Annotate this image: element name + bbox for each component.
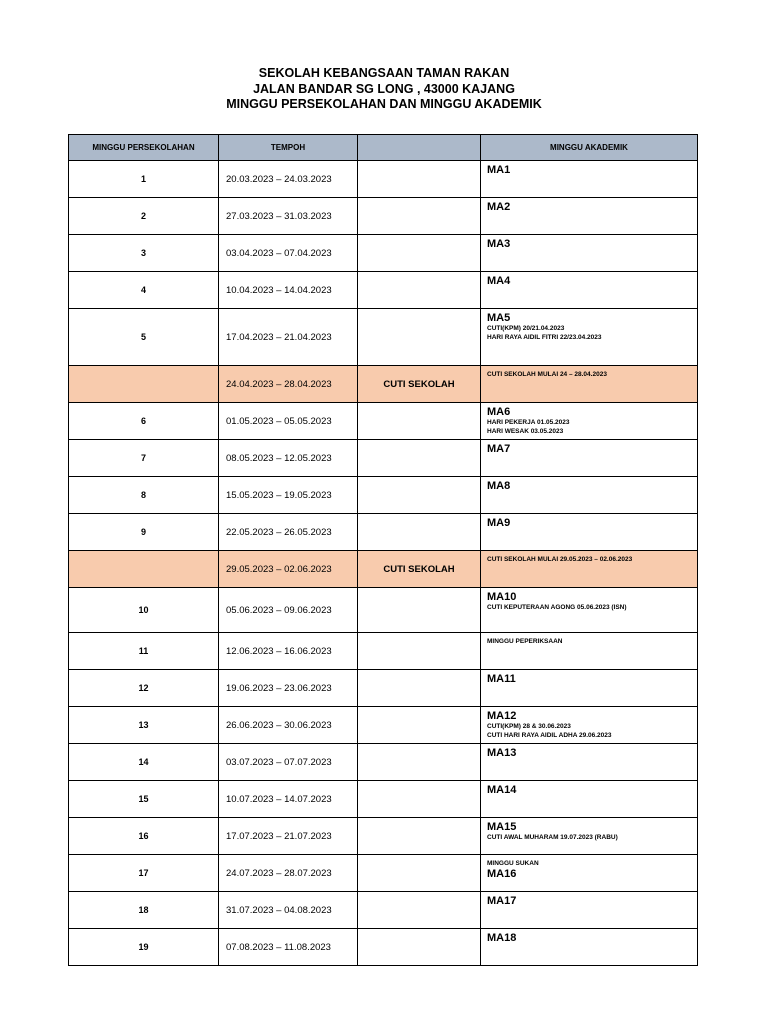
academic-week-label: MA16 [487, 868, 517, 880]
table-header-row [69, 135, 698, 161]
holiday-label-cell: CUTI SEKOLAH [358, 551, 481, 588]
week-number-cell: 18 [69, 892, 219, 929]
column-header-week: MINGGU PERSEKOLAHAN [69, 135, 219, 161]
period-cell: 08.05.2023 – 12.05.2023 [219, 440, 358, 477]
period-cell: 01.05.2023 – 05.05.2023 [219, 403, 358, 440]
table-row [69, 161, 698, 198]
table-row [69, 514, 698, 551]
holiday-label-cell [358, 161, 481, 198]
period-cell: 15.05.2023 – 19.05.2023 [219, 477, 358, 514]
school-address: JALAN BANDAR SG LONG , 43000 KAJANG [253, 81, 515, 96]
academic-week-label: MA9 [487, 517, 511, 529]
document-header [0, 66, 768, 113]
period-cell: 05.06.2023 – 09.06.2023 [219, 588, 358, 633]
table-row [69, 198, 698, 235]
period-cell: 19.06.2023 – 23.06.2023 [219, 670, 358, 707]
academic-week-label: MA2 [487, 201, 511, 213]
holiday-label-cell [358, 818, 481, 855]
holiday-label-cell [358, 403, 481, 440]
holiday-label-cell [358, 670, 481, 707]
period-cell: 03.04.2023 – 07.04.2023 [219, 235, 358, 272]
academic-week-cell [481, 892, 698, 929]
week-number-cell: 8 [69, 477, 219, 514]
table-row [69, 818, 698, 855]
academic-week-label: MA17 [487, 895, 517, 907]
academic-note: CUTI SEKOLAH MULAI 24 – 28.04.2023 [487, 371, 607, 378]
academic-week-cell [481, 633, 698, 670]
academic-week-cell [481, 588, 698, 633]
academic-week-cell [481, 855, 698, 892]
holiday-label-cell [358, 929, 481, 966]
table-row [69, 781, 698, 818]
table-row [69, 588, 698, 633]
holiday-label-cell [358, 477, 481, 514]
column-header-period: TEMPOH [219, 135, 358, 161]
holiday-label-cell [358, 855, 481, 892]
table-row [69, 272, 698, 309]
holiday-label-cell [358, 272, 481, 309]
academic-note: CUTI SEKOLAH MULAI 29.05.2023 – 02.06.2023 [487, 556, 633, 563]
week-number-cell: 12 [69, 670, 219, 707]
week-number-cell: 13 [69, 707, 219, 744]
period-cell: 07.08.2023 – 11.08.2023 [219, 929, 358, 966]
academic-week-cell [481, 707, 698, 744]
holiday-note: CUTI(KPM) 28 & 30.06.2023 [487, 723, 571, 730]
table-row [69, 670, 698, 707]
holiday-label-cell [358, 198, 481, 235]
holiday-note: HARI PEKERJA 01.05.2023 [487, 419, 570, 426]
academic-week-label: MA3 [487, 238, 511, 250]
academic-week-label: MA5 [487, 312, 511, 324]
period-cell: 26.06.2023 – 30.06.2023 [219, 707, 358, 744]
academic-week-cell [481, 309, 698, 366]
period-cell: 27.03.2023 – 31.03.2023 [219, 198, 358, 235]
week-number-cell: 5 [69, 309, 219, 366]
academic-week-label: MA8 [487, 480, 511, 492]
table-row [69, 403, 698, 440]
academic-note: MINGGU SUKAN [487, 860, 539, 867]
holiday-label-cell [358, 235, 481, 272]
academic-week-cell [481, 781, 698, 818]
table-row [69, 440, 698, 477]
academic-week-label: MA1 [487, 164, 511, 176]
academic-week-label: MA11 [487, 673, 516, 685]
table-row [69, 892, 698, 929]
week-number-cell: 4 [69, 272, 219, 309]
period-cell: 12.06.2023 – 16.06.2023 [219, 633, 358, 670]
table-row [69, 855, 698, 892]
week-number-cell: 17 [69, 855, 219, 892]
holiday-note: CUTI AWAL MUHARAM 19.07.2023 (RABU) [487, 834, 618, 841]
week-number-cell: 7 [69, 440, 219, 477]
week-number-cell: 16 [69, 818, 219, 855]
holiday-label-cell [358, 781, 481, 818]
column-header-academic: MINGGU AKADEMIK [481, 135, 698, 161]
table-row [69, 929, 698, 966]
week-number-cell [69, 551, 219, 588]
period-cell: 24.07.2023 – 28.07.2023 [219, 855, 358, 892]
schedule-table [68, 134, 698, 966]
holiday-label-cell [358, 440, 481, 477]
week-number-cell: 14 [69, 744, 219, 781]
week-number-cell: 1 [69, 161, 219, 198]
period-cell: 10.04.2023 – 14.04.2023 [219, 272, 358, 309]
holiday-label-cell [358, 309, 481, 366]
school-name: SEKOLAH KEBANGSAAN TAMAN RAKAN [258, 66, 510, 80]
table-row [69, 477, 698, 514]
academic-week-cell [481, 551, 698, 588]
holiday-label-cell [358, 707, 481, 744]
holiday-label-cell: CUTI SEKOLAH [358, 366, 481, 403]
period-cell: 22.05.2023 – 26.05.2023 [219, 514, 358, 551]
table-row [69, 744, 698, 781]
period-cell: 17.07.2023 – 21.07.2023 [219, 818, 358, 855]
academic-week-label: MA12 [487, 710, 517, 722]
holiday-label-cell [358, 633, 481, 670]
academic-week-cell [481, 670, 698, 707]
academic-week-label: MA15 [487, 821, 517, 833]
table-row [69, 707, 698, 744]
period-cell: 24.04.2023 – 28.04.2023 [219, 366, 358, 403]
academic-week-label: MA10 [487, 591, 517, 603]
holiday-note: CUTI HARI RAYA AIDIL ADHA 29.06.2023 [487, 732, 612, 739]
week-number-cell: 10 [69, 588, 219, 633]
week-number-cell: 2 [69, 198, 219, 235]
table-row [69, 309, 698, 366]
academic-week-label: MA7 [487, 443, 511, 455]
week-number-cell: 6 [69, 403, 219, 440]
academic-week-label: MA13 [487, 747, 517, 759]
academic-week-cell [481, 514, 698, 551]
academic-week-cell [481, 198, 698, 235]
period-cell: 03.07.2023 – 07.07.2023 [219, 744, 358, 781]
period-cell: 31.07.2023 – 04.08.2023 [219, 892, 358, 929]
academic-week-cell [481, 440, 698, 477]
column-header-blank [358, 135, 481, 161]
academic-week-cell [481, 272, 698, 309]
academic-week-cell [481, 477, 698, 514]
holiday-note: HARI WESAK 03.05.2023 [487, 428, 564, 435]
academic-week-label: MA4 [487, 275, 511, 287]
academic-week-cell [481, 366, 698, 403]
academic-week-cell [481, 744, 698, 781]
period-cell: 29.05.2023 – 02.06.2023 [219, 551, 358, 588]
document-title: MINGGU PERSEKOLAHAN DAN MINGGU AKADEMIK [226, 97, 542, 111]
holiday-note: HARI RAYA AIDIL FITRI 22/23.04.2023 [487, 334, 602, 341]
holiday-note: CUTI KEPUTERAAN AGONG 05.06.2023 (ISN) [487, 604, 627, 611]
period-cell: 20.03.2023 – 24.03.2023 [219, 161, 358, 198]
week-number-cell: 11 [69, 633, 219, 670]
week-number-cell: 15 [69, 781, 219, 818]
holiday-label-cell [358, 744, 481, 781]
holiday-note: CUTI(KPM) 20/21.04.2023 [487, 325, 565, 332]
academic-week-cell [481, 818, 698, 855]
holiday-label-cell [358, 514, 481, 551]
table-row [69, 551, 698, 588]
period-cell: 17.04.2023 – 21.04.2023 [219, 309, 358, 366]
week-number-cell: 3 [69, 235, 219, 272]
holiday-label-cell [358, 588, 481, 633]
holiday-label-cell [358, 892, 481, 929]
academic-week-cell [481, 161, 698, 198]
week-number-cell: 9 [69, 514, 219, 551]
table-row [69, 235, 698, 272]
week-number-cell [69, 366, 219, 403]
academic-week-cell [481, 235, 698, 272]
academic-week-label: MA18 [487, 932, 517, 944]
table-row [69, 633, 698, 670]
academic-week-label: MA14 [487, 784, 517, 796]
academic-note: MINGGU PEPERIKSAAN [487, 638, 563, 645]
period-cell: 10.07.2023 – 14.07.2023 [219, 781, 358, 818]
academic-week-label: MA6 [487, 406, 511, 418]
academic-week-cell [481, 403, 698, 440]
week-number-cell: 19 [69, 929, 219, 966]
academic-week-cell [481, 929, 698, 966]
table-row [69, 366, 698, 403]
